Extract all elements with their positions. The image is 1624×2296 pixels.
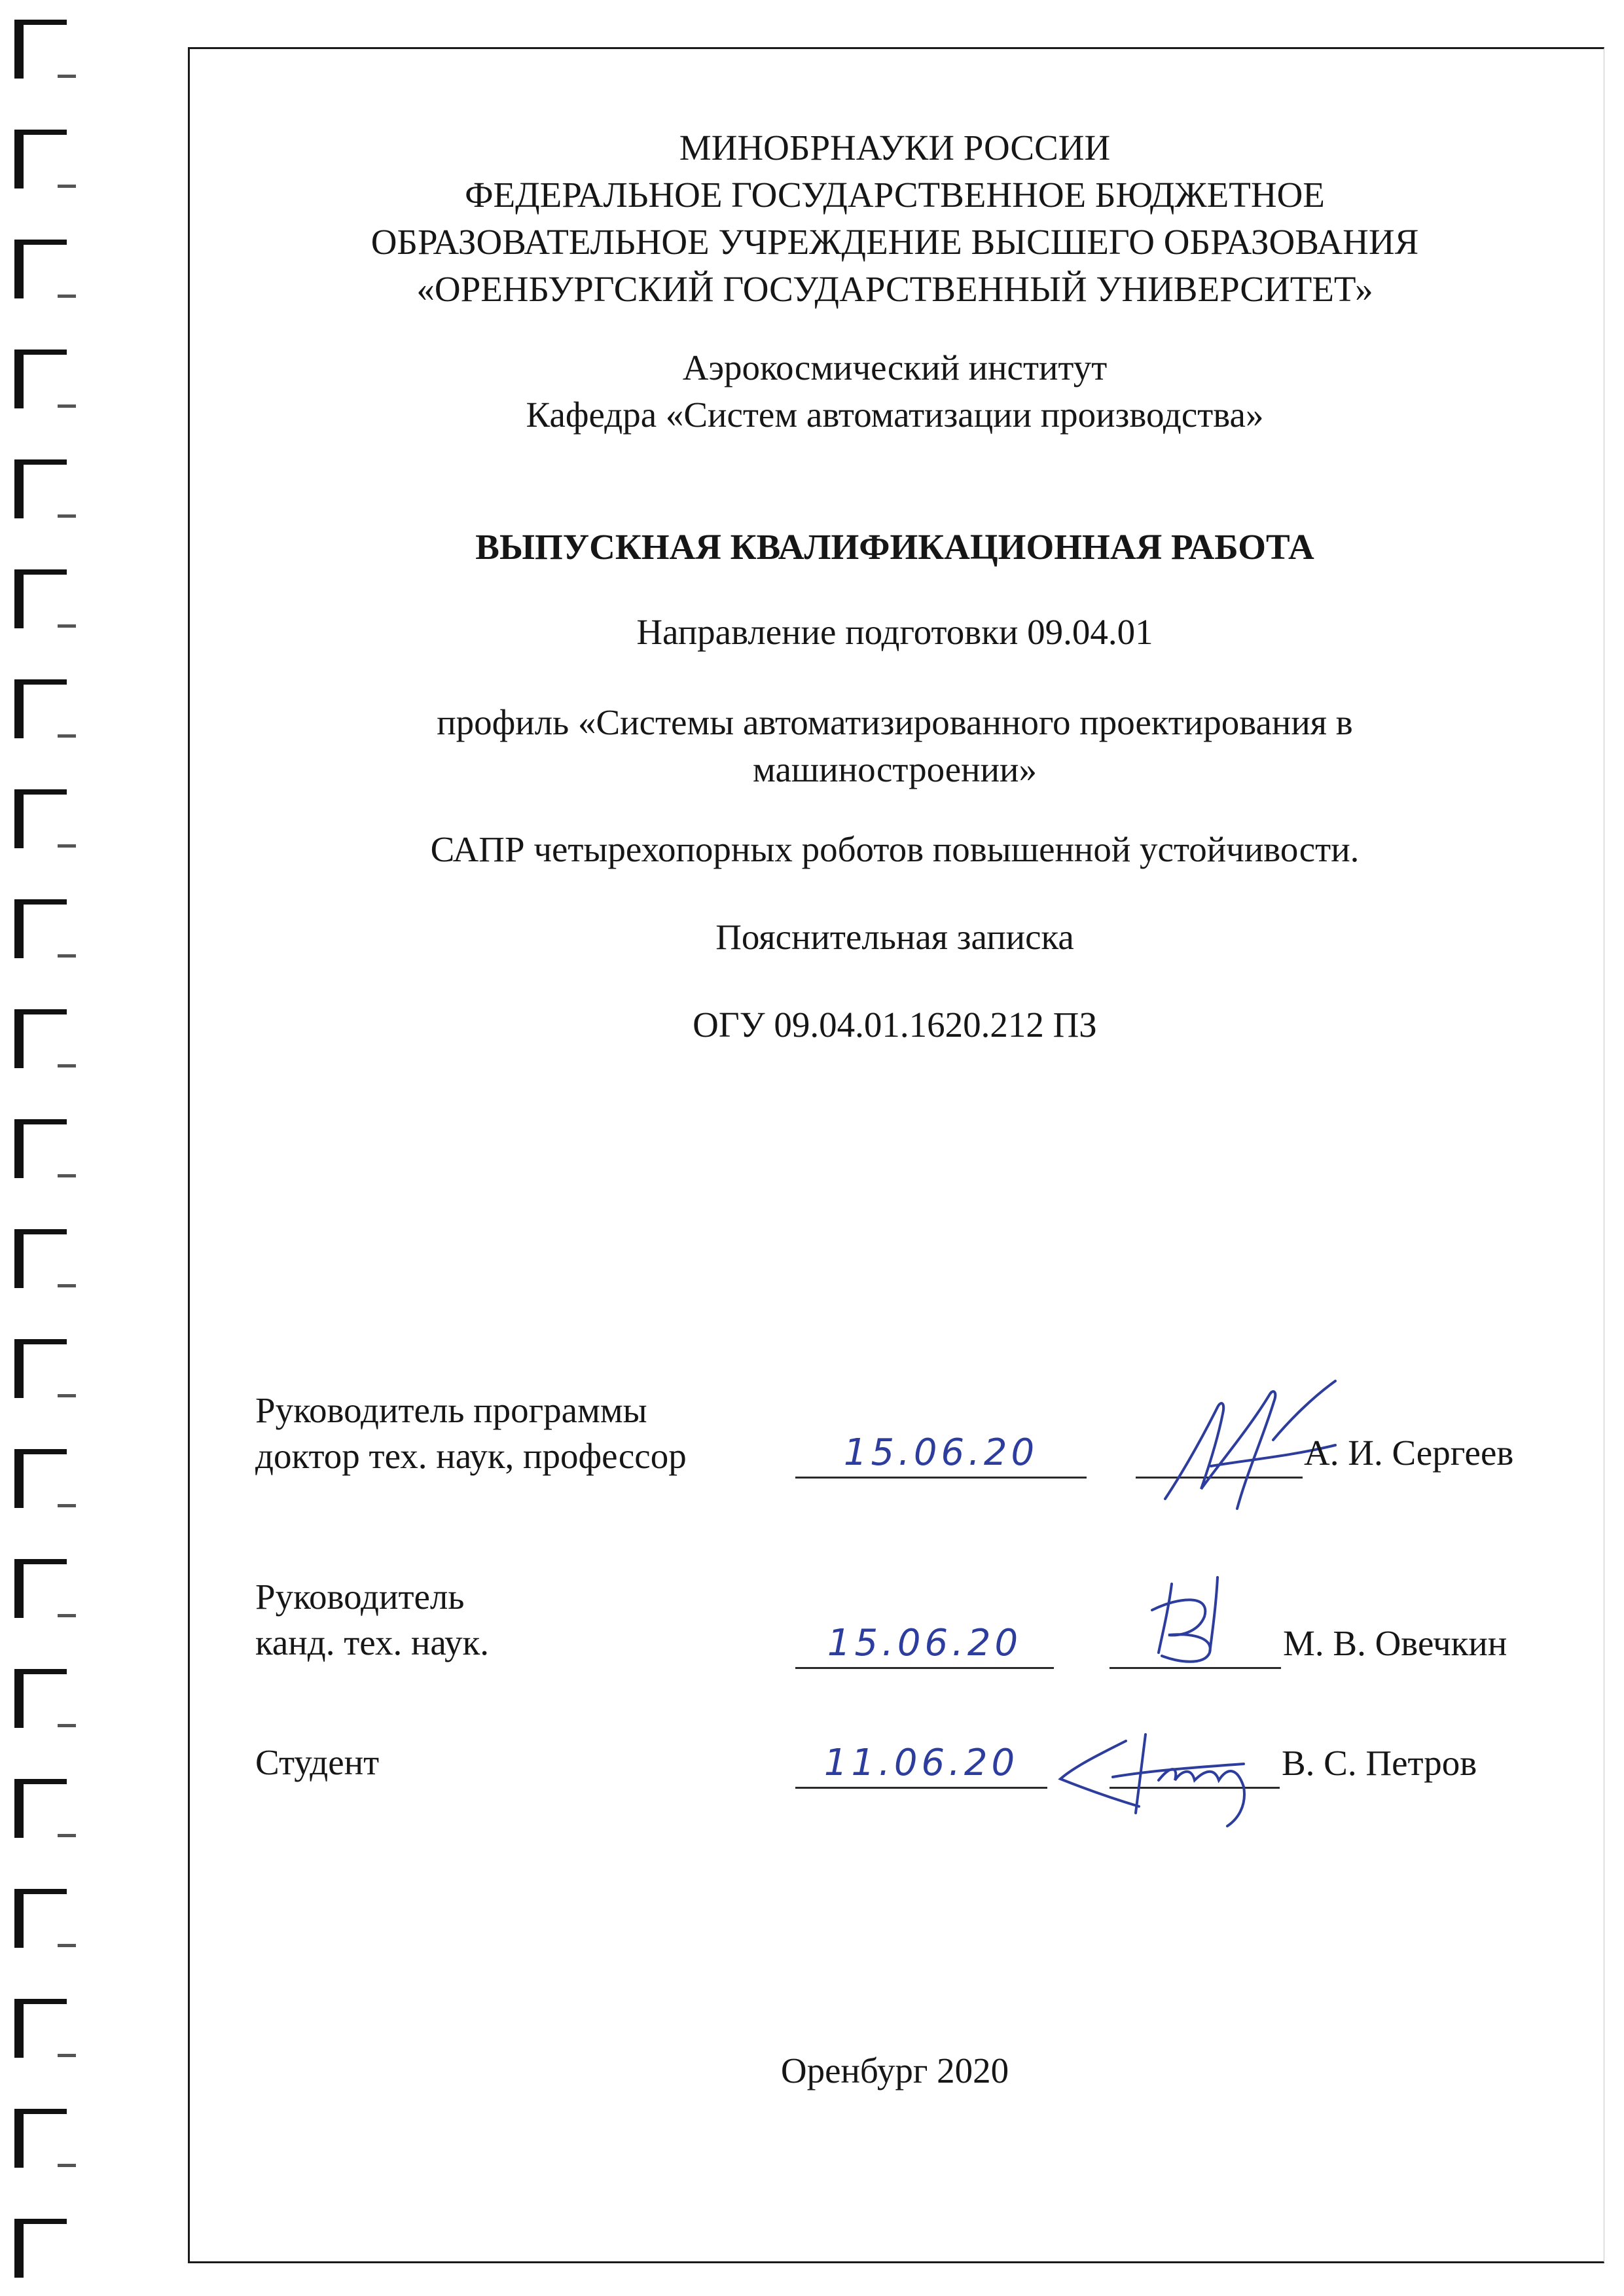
doc-type-line: Пояснительная записка xyxy=(715,917,1074,957)
city-year: Оренбург 2020 xyxy=(780,2051,1009,2090)
signer-3-role: Студент xyxy=(255,1742,380,1782)
binding-punch xyxy=(14,624,76,738)
institute-line: Аэрокосмический институт xyxy=(682,348,1108,387)
doc-type-block xyxy=(188,914,1602,961)
signer-3-signature xyxy=(1047,1715,1270,1833)
topic-block xyxy=(188,826,1602,873)
doc-code-line: ОГУ 09.04.01.1620.212 ПЗ xyxy=(693,1005,1097,1045)
binding-punch xyxy=(14,185,76,298)
signer-3-name: В. С. Петров xyxy=(1282,1743,1477,1783)
binding-punch xyxy=(14,1064,76,1178)
work-type xyxy=(188,524,1602,571)
binding-strip xyxy=(0,0,85,2296)
binding-punch xyxy=(14,1284,76,1398)
institution-line-2: ОБРАЗОВАТЕЛЬНОЕ УЧРЕЖДЕНИЕ ВЫСШЕГО ОБРАЗОВАНИЯ xyxy=(370,222,1419,262)
direction-block xyxy=(188,609,1602,656)
binding-punch xyxy=(14,1614,76,1728)
signer-2-name: М. В. Овечкин xyxy=(1283,1623,1507,1663)
department-block xyxy=(188,344,1602,439)
topic-line: САПР четырехопорных роботов повышенной устойчивости. xyxy=(430,829,1360,869)
binding-punch xyxy=(14,2054,76,2168)
profile-line-2: машиностроении» xyxy=(753,749,1037,789)
work-type-title: ВЫПУСКНАЯ КВАЛИФИКАЦИОННАЯ РАБОТА xyxy=(475,527,1314,567)
binding-punch xyxy=(14,1504,76,1618)
institution-line-1: ФЕДЕРАЛЬНОЕ ГОСУДАРСТВЕННОЕ БЮДЖЕТНОЕ xyxy=(465,175,1325,215)
binding-punch xyxy=(14,844,76,958)
ministry-line: МИНОБРНАУКИ РОССИИ xyxy=(679,128,1111,168)
profile-block xyxy=(188,699,1602,793)
signer-3-date: 11.06.20 xyxy=(795,1740,1047,1789)
signer-2-degree: канд. тех. наук. xyxy=(255,1623,489,1662)
footer-block xyxy=(188,2047,1602,2094)
signer-2-date: 15.06.20 xyxy=(795,1620,1054,1669)
university-line: «ОРЕНБУРГСКИЙ ГОСУДАРСТВЕННЫЙ УНИВЕРСИТЕТ» xyxy=(416,269,1373,309)
binding-punch xyxy=(14,1944,76,2058)
signer-2-role: Руководитель xyxy=(255,1577,465,1617)
binding-punch xyxy=(14,734,76,848)
signer-1-date: 15.06.20 xyxy=(795,1429,1087,1479)
binding-punch xyxy=(14,1724,76,1838)
signer-2-signature xyxy=(1132,1571,1263,1676)
binding-punch xyxy=(14,295,76,408)
binding-punch xyxy=(14,1834,76,1948)
profile-line-1: профиль «Системы автоматизированного проектирования в xyxy=(437,702,1353,742)
binding-punch xyxy=(14,1174,76,1288)
signer-1-degree: доктор тех. наук, профессор xyxy=(255,1436,687,1476)
binding-punch xyxy=(14,954,76,1068)
institution-header xyxy=(188,124,1602,313)
direction-line: Направление подготовки 09.04.01 xyxy=(636,612,1153,652)
signer-1-role: Руководитель программы xyxy=(255,1390,647,1430)
binding-punch xyxy=(14,1394,76,1508)
chair-line: Кафедра «Систем автоматизации производства» xyxy=(526,395,1264,435)
doc-code-block xyxy=(188,1001,1602,1049)
binding-punch xyxy=(14,75,76,188)
binding-punch xyxy=(14,2164,76,2278)
binding-punch xyxy=(14,514,76,628)
binding-punch xyxy=(14,404,76,518)
signer-1-name: А. И. Сергеев xyxy=(1304,1433,1514,1473)
binding-punch xyxy=(14,0,76,79)
